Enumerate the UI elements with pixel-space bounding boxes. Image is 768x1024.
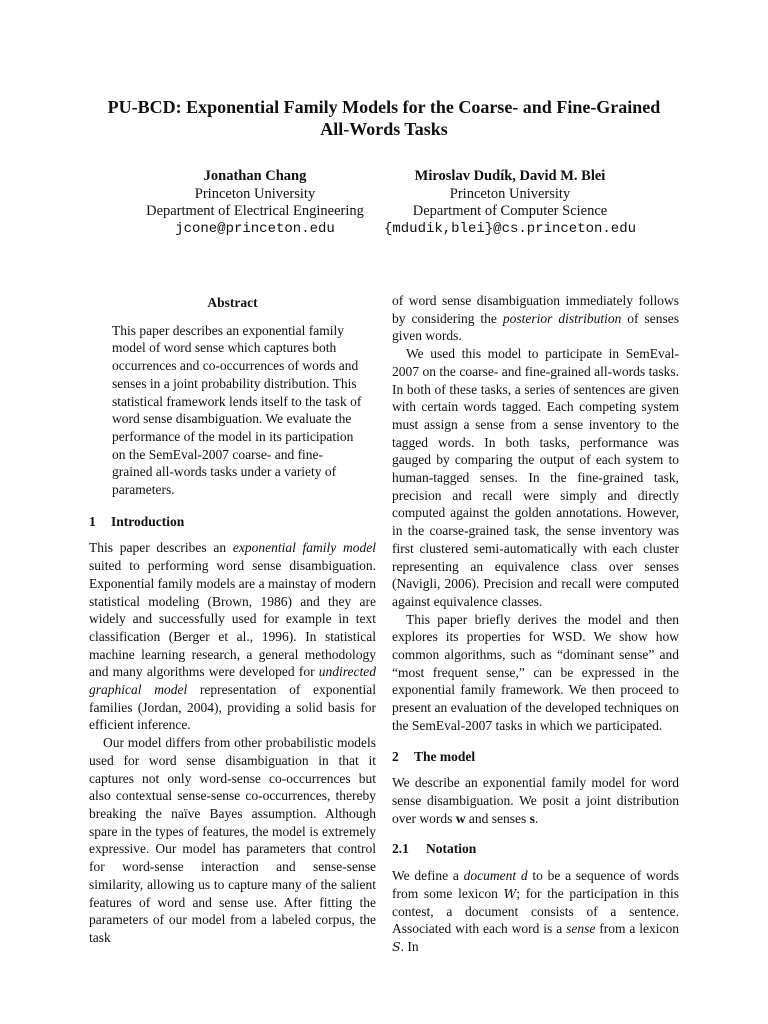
section-title: Introduction — [111, 513, 185, 529]
intro-paragraph-3: We used this model to participate in SemEval-2007 on the coarse- and fine-grained all-words tasks. In both of these tasks, a series of sentences are given with certain words tagged. Each competing system must assign a sense from a sense inventory to the tagged words. In both tasks, performance was gauged by comparing the output of each system to human-tagged senses. In the fine-grained task, precision and recall were simply and directly computed against the golden annotations. However, in the coarse-grained task, the sense inventory was first clustered semi-automatically with each cluster representing an equivalence class over senses (Navigli, 2006). Precision and recall were computed against equivalence classes. — [392, 346, 679, 609]
author-department: Department of Computer Science — [412, 203, 608, 219]
text-run: from a lexicon — [595, 921, 679, 937]
emphasis: undirected graphical model — [89, 664, 376, 698]
text-run: . — [534, 810, 539, 826]
author-affiliation: Princeton University — [194, 185, 316, 202]
notation-paragraph-1 — [392, 867, 679, 956]
emphasis: sense — [566, 921, 596, 937]
math-variable: S — [392, 938, 401, 954]
section-title: Notation — [426, 841, 477, 857]
author-name: Jonathan Chang — [203, 168, 307, 184]
author-block-1 — [130, 168, 380, 238]
emphasis: posterior distribution — [502, 310, 622, 326]
section-heading-introduction — [89, 513, 376, 531]
math-variable: s — [529, 810, 535, 826]
text-run: and senses — [465, 810, 530, 826]
text-run: ; for the participation in this contest, a document consists of a sentence. Associated with each word is a — [392, 885, 679, 937]
text-run: to be a sequence of words from some lexicon — [392, 868, 680, 901]
math-variable: w — [455, 810, 466, 826]
author-email: jcone@princeton.edu — [175, 220, 335, 237]
text-run: suited to performing word sense disambiguation. Exponential family models are a mainstay of modern statistical modeling (Brown, 1986) and they are widely and successfully used for example in text classification (Berger et al., 1996). In statistical machine learning research, a general methodology and many algorithms were developed for — [89, 558, 376, 680]
author-block-2 — [370, 168, 650, 238]
math-variable: d — [520, 868, 528, 884]
text-run: We define a — [392, 868, 464, 884]
text-run: This paper describes an — [89, 540, 233, 556]
intro-paragraph-4: This paper briefly derives the model and then explores its properties for WSD. We show how common algorithms, such as “dominant sense” and “most frequent sense,” can be expressed in the exponential family framework. We then proceed to present an evaluation of the developed techniques on the SemEval-2007 tasks in which we participated. — [392, 611, 679, 733]
section-number: 1 — [89, 513, 96, 529]
section-number: 2 — [392, 748, 399, 764]
text-run: . In — [400, 938, 419, 954]
title-line-2: All-Words Tasks — [320, 119, 448, 139]
text-run: of senses given words. — [392, 310, 680, 344]
intro-paragraph-2: Our model differs from other probabilistic models used for word sense disambiguation in that it captures not only word-sense co-occurrences but also contextual sense-sense co-occurrences, thereby breaking the naïve Bayes assumption. Although spare in the types of features, the model is extremely expressive. Our model has parameters that control for word-sense interaction and sense-sense similarity, allowing us to capture many of the salient features of word and sense use. After fitting the parameters of our model from a labeled corpus, the task — [89, 735, 376, 945]
section-heading-notation — [392, 840, 679, 858]
intro-paragraph-1 — [89, 539, 376, 734]
emphasis: document — [463, 868, 517, 884]
math-variable: W — [503, 885, 517, 901]
left-column — [89, 292, 376, 947]
abstract-heading: Abstract — [207, 295, 258, 310]
paper-title — [60, 96, 708, 140]
author-name: Miroslav Dudík, David M. Blei — [414, 168, 606, 184]
section-title: The model — [414, 748, 476, 764]
title-line-1: PU-BCD: Exponential Family Models for the Coarse- and Fine-Grained — [107, 97, 661, 117]
author-department: Department of Electrical Engineering — [146, 203, 364, 219]
right-column — [392, 292, 679, 956]
text-run: representation of exponential families (Jordan, 2004), providing a solid basis for efficient inference. — [89, 682, 376, 733]
author-affiliation: Princeton University — [449, 185, 571, 202]
emphasis: exponential family model — [232, 540, 376, 556]
abstract-text: This paper describes an exponential family model of word sense which captures both occurrences and co-occurrences of words and senses in a joint probability distribution. This statistical framework lends itself to the task of word sense disambiguation. We evaluate the performance of the model in its participation on the SemEval-2007 coarse- and fine-grained all-words tasks under a variety of parameters. — [112, 322, 362, 498]
model-paragraph-1 — [392, 774, 679, 827]
text-run: We describe an exponential family model for word sense disambiguation. We posit a joint distribution over words — [392, 775, 679, 826]
author-email: {mdudik,blei}@cs.princeton.edu — [383, 220, 637, 237]
section-number: 2.1 — [392, 841, 409, 857]
section-heading-the-model — [392, 748, 679, 766]
intro-paragraph-2-continued: of word sense disambiguation immediately follows by considering the posterior distribution of senses given words. — [392, 293, 680, 344]
